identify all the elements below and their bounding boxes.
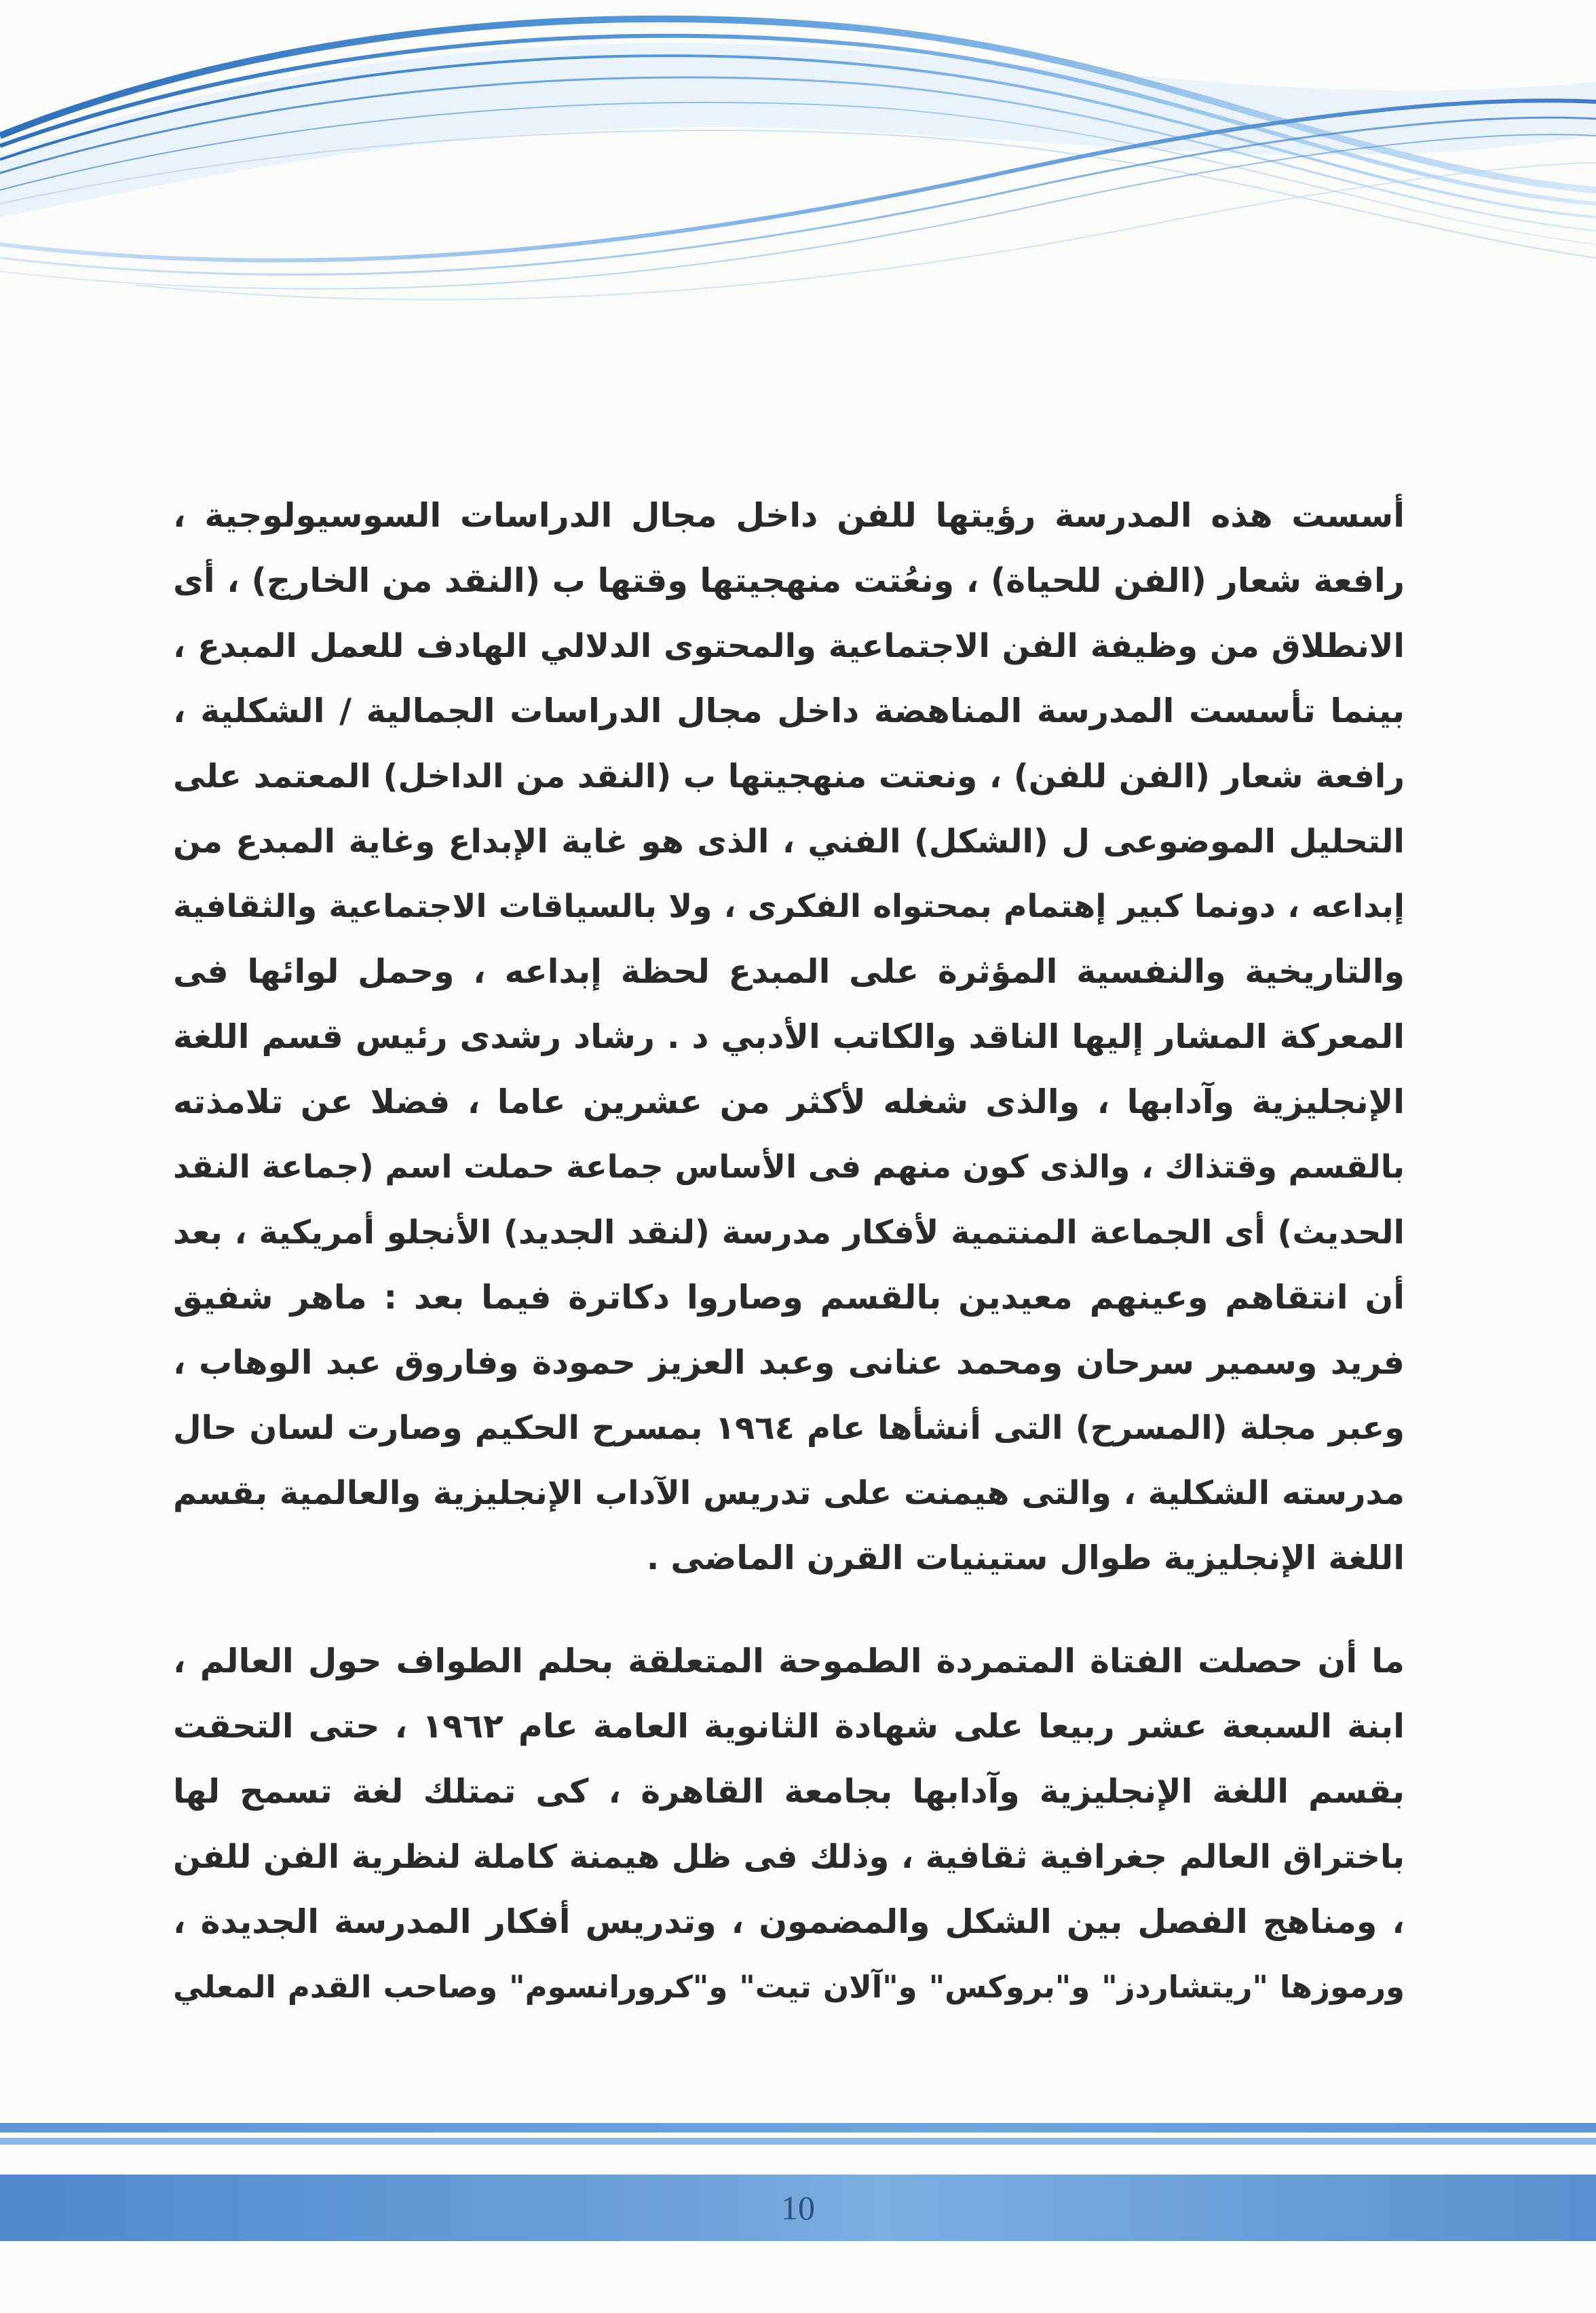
text-line: بينما تأسست المدرسة المناهضة داخل مجال الدراسات الجمالية / الشكلية ، xyxy=(173,692,1405,730)
text-line: إبداعه ، دونما كبير إهتمام بمحتواه الفكرى ، ولا بالسياقات الاجتماعية والثقافية xyxy=(173,888,1405,925)
text-line: المعركة المشار إليها الناقد والكاتب الأدبي د . رشاد رشدى رئيس قسم اللغة xyxy=(173,1017,1405,1056)
text-line: الإنجليزية وآدابها ، والذى شغله لأكثر من عشرين عاما ، فضلا عن تلامذته xyxy=(173,1083,1405,1121)
text-line: بالقسم وقتذاك ، والذى كون منهم فى الأساس جماعة حملت اسم (جماعة النقد xyxy=(173,1148,1405,1186)
text-line: فريد وسمير سرحان ومحمد عنانى وعبد العزيز حمودة وفاروق عبد الوهاب ، xyxy=(173,1343,1405,1382)
text-line: أن انتقاهم وعينهم معيدين بالقسم وصاروا دكاترة فيما بعد : ماهر شفيق xyxy=(173,1278,1405,1317)
text-line: رافعة شعار (الفن للحياة) ، ونعُتت منهجيتها وقتها ب (النقد من الخارج) ، أى xyxy=(173,561,1405,600)
text-line: ابنة السبعة عشر ربيعا على شهادة الثانوية العامة عام ١٩٦٢ ، حتى التحقت xyxy=(173,1707,1405,1746)
text-line: ورموزها "ريتشاردز" و"بروكس" و"آلان تيت" و"كرورانسوم" وصاحب القدم المعلي xyxy=(173,1969,1405,2005)
text-line: وعبر مجلة (المسرح) التى أنشأها عام ١٩٦٤ بمسرح الحكيم وصارت لسان حال xyxy=(173,1409,1405,1447)
footer-rule xyxy=(0,2123,1596,2132)
text-line: مدرسته الشكلية ، والتى هيمنت على تدريس الآداب الإنجليزية والعالمية بقسم xyxy=(173,1474,1405,1512)
footer-band xyxy=(0,2123,1596,2265)
text-line: رافعة شعار (الفن للفن) ، ونعتت منهجيتها ب (النقد من الداخل) المعتمد على xyxy=(173,757,1405,795)
text-line: التحليل الموضوعى ل (الشكل) الفني ، الذى هو غاية الإبداع وغاية المبدع من xyxy=(173,823,1405,861)
body-paragraph-1 xyxy=(173,483,1405,1591)
text-line: الانطلاق من وظيفة الفن الاجتماعية والمحتوى الدلالي الهادف للعمل المبدع ، xyxy=(173,627,1405,665)
text-line: والتاريخية والنفسية المؤثرة على المبدع لحظة إبداعه ، وحمل لوائها فى xyxy=(173,952,1405,991)
text-line: بقسم اللغة الإنجليزية وآدابها بجامعة القاهرة ، كى تمتلك لغة تسمح لها xyxy=(173,1772,1405,1811)
text-line: ، ومناهج الفصل بين الشكل والمضمون ، وتدريس أفكار المدرسة الجديدة ، xyxy=(173,1902,1405,1941)
body-paragraph-2 xyxy=(173,1629,1405,2020)
text-line: ما أن حصلت الفتاة المتمردة الطموحة المتعلقة بحلم الطواف حول العالم ، xyxy=(173,1642,1405,1680)
text-line: اللغة الإنجليزية طوال ستينيات القرن الماضى . xyxy=(646,1539,1405,1577)
footer-rule-light xyxy=(0,2138,1596,2145)
page-number: 10 xyxy=(781,2189,815,2227)
header-wave-decoration xyxy=(0,0,1596,380)
text-line: الحديث) أى الجماعة المنتمية لأفكار مدرسة (لنقد الجديد) الأنجلو أمريكية ، بعد xyxy=(173,1214,1405,1252)
text-line: باختراق العالم جغرافية ثقافية ، وذلك فى ظل هيمنة كاملة لنظرية الفن للفن xyxy=(173,1838,1405,1876)
text-line: أسست هذه المدرسة رؤيتها للفن داخل مجال الدراسات السوسيولوجية ، xyxy=(173,496,1405,535)
